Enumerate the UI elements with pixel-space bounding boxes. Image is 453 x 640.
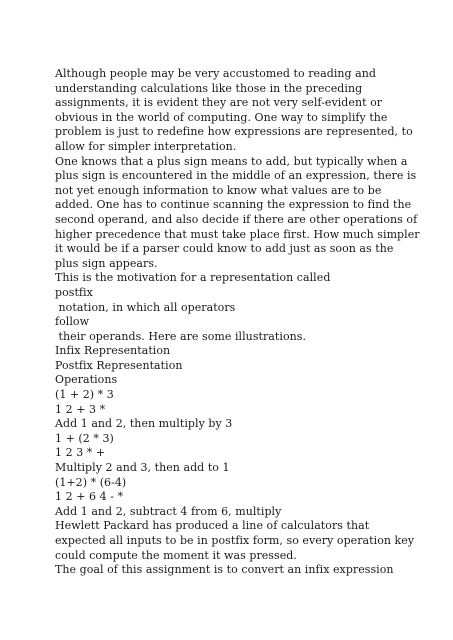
table-cell-infix: 1 + (2 * 3): [55, 431, 114, 445]
term-line: postfix: [55, 285, 93, 299]
paragraph-line: second operand, and also decide if there are other operations of: [55, 212, 418, 226]
paragraph-line: problem is just to redefine how expressions are represented, to: [55, 125, 413, 139]
paragraph-line: expected all inputs to be in postfix form, so every operation key: [55, 534, 415, 547]
table-cell-operations: Multiply 2 and 3, then add to 1: [55, 461, 230, 475]
table-header-infix: Infix Representation: [55, 344, 171, 358]
paragraph-line: plus sign appears.: [55, 256, 158, 270]
paragraph-line: their operands. Here are some illustrations.: [55, 329, 306, 343]
paragraph-line: not yet enough information to know what values are to be: [55, 183, 382, 197]
paragraph-line: plus sign is encountered in the middle of an expression, there is: [55, 169, 417, 183]
paragraph-line: notation, in which all operators: [55, 300, 236, 314]
paragraph-line: Hewlett Packard has produced a line of calculators that: [55, 519, 370, 533]
paragraph-line: One knows that a plus sign means to add, but typically when a: [55, 154, 408, 168]
document-body: [55, 67, 447, 578]
paragraph-line: could compute the moment it was pressed.: [55, 548, 297, 562]
paragraph-line: it would be if a parser could know to add just as soon as the: [55, 242, 394, 256]
paragraph-line: This is the motivation for a representation called: [55, 271, 331, 285]
paragraph-line: Although people may be very accustomed to reading and: [55, 67, 376, 80]
table-cell-infix: (1+2) * (6-4): [55, 475, 127, 489]
table-cell-operations: Add 1 and 2, subtract 4 from 6, multiply: [55, 504, 282, 518]
paragraph-line: assignments, it is evident they are not very self-evident or: [55, 96, 383, 110]
table-cell-postfix: 1 2 + 6 4 - *: [55, 490, 124, 504]
term-line: follow: [55, 315, 90, 329]
paragraph-line: understanding calculations like those in the preceding: [55, 81, 363, 95]
paragraph-line: allow for simpler interpretation.: [55, 139, 237, 153]
paragraph-line: The goal of this assignment is to convert an infix expression: [55, 563, 394, 577]
table-header-operations: Operations: [55, 373, 118, 387]
table-header-postfix: Postfix Representation: [55, 358, 183, 372]
paragraph-line: higher precedence that must take place first. How much simpler: [55, 227, 420, 241]
paragraph-line: obvious in the world of computing. One way to simplify the: [55, 110, 388, 124]
table-cell-postfix: 1 2 + 3 *: [55, 402, 106, 416]
table-cell-operations: Add 1 and 2, then multiply by 3: [55, 417, 233, 431]
table-cell-infix: (1 + 2) * 3: [55, 388, 114, 402]
table-cell-postfix: 1 2 3 * +: [55, 446, 106, 460]
paragraph-line: added. One has to continue scanning the expression to find the: [55, 198, 412, 212]
